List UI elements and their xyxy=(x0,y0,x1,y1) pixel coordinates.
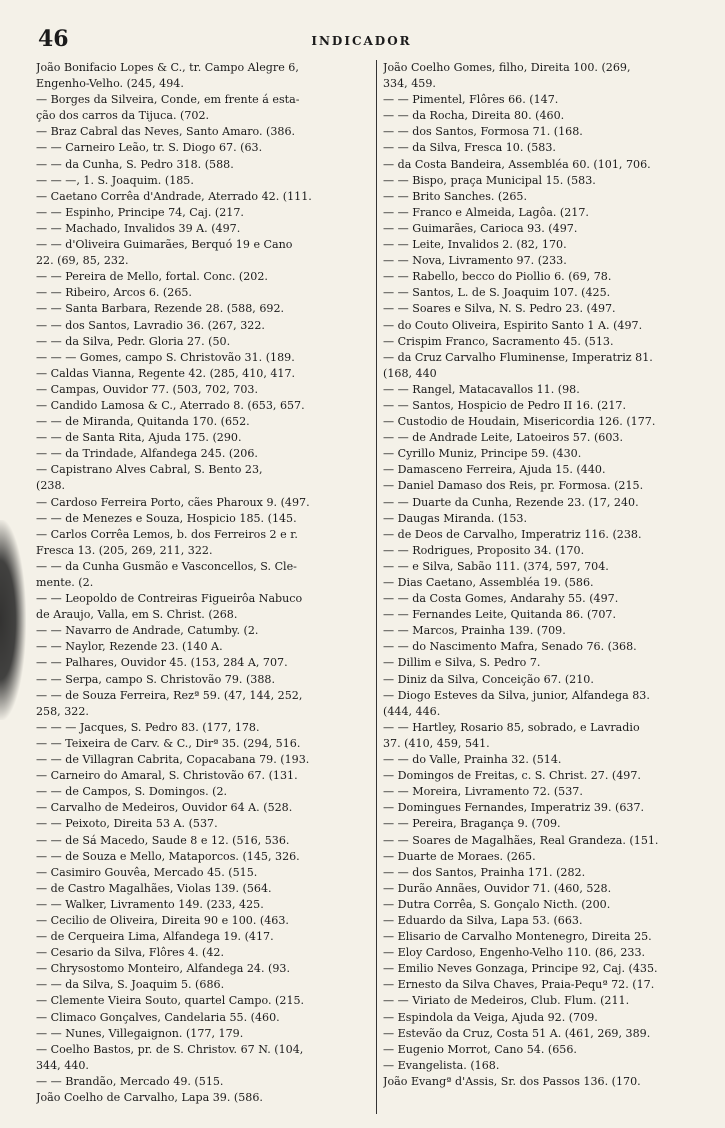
directory-entry: — — Hartley, Rosario 85, sobrado, e Lavradio xyxy=(383,720,640,734)
directory-entry: — Clemente Vieira Souto, quartel Campo. (215. xyxy=(36,994,305,1008)
directory-entry: — — Guimarães, Carioca 93. (497. xyxy=(383,221,578,235)
directory-entry: — — — Jacques, S. Pedro 83. (177, 178. xyxy=(36,720,260,734)
directory-entry: mente. (2. xyxy=(36,576,94,589)
directory-entry: — — Teixeira de Carv. & C., Dirª 35. (294, 516. xyxy=(36,736,301,750)
directory-entry: João Bonifacio Lopes & C., tr. Campo Alegre 6, xyxy=(36,61,299,74)
directory-entry: — Evangelista. (168. xyxy=(383,1058,500,1072)
directory-entry: — — Rangel, Matacavallos 11. (98. xyxy=(383,382,580,396)
directory-entry: — Espindola da Veiga, Ajuda 92. (709. xyxy=(383,1010,598,1024)
directory-entry: — — Franco e Almeida, Lagôa. (217. xyxy=(383,205,589,219)
directory-entry: — — Viriato de Medeiros, Club. Flum. (211. xyxy=(383,994,630,1008)
directory-entry: 344, 440. xyxy=(36,1058,89,1072)
directory-entry: — Domingues Fernandes, Imperatriz 39. (637. xyxy=(383,801,645,815)
directory-entry: 258, 322. xyxy=(36,704,89,718)
directory-entry: — Estevão da Cruz, Costa 51 A. (461, 269, 389. xyxy=(383,1026,651,1040)
directory-entry: — Durão Annães, Ouvidor 71. (460, 528. xyxy=(383,881,612,895)
directory-entry: — Emilio Neves Gonzaga, Principe 92, Caj. (435. xyxy=(383,962,658,976)
directory-entry: — — dos Santos, Formosa 71. (168. xyxy=(383,125,583,139)
directory-entry: — — Brandão, Mercado 49. (515. xyxy=(36,1074,224,1088)
directory-entry: — — Pereira de Mello, fortal. Conc. (202. xyxy=(36,270,268,284)
directory-entry: — — da Rocha, Direita 80. (460. xyxy=(383,109,565,123)
directory-entry: — — Nunes, Villegaignon. (177, 179. xyxy=(36,1026,244,1040)
directory-entry: — Casimiro Gouvêa, Mercado 45. (515. xyxy=(36,865,258,879)
directory-entry: — — Soares e Silva, N. S. Pedro 23. (497. xyxy=(383,302,616,316)
directory-entry: — — Serpa, campo S. Christovão 79. (388. xyxy=(36,672,275,686)
directory-entry: — — Brito Sanches. (265. xyxy=(383,189,527,203)
directory-entry: — — Pimentel, Flôres 66. (147. xyxy=(383,93,559,107)
directory-entry: — — Ribeiro, Arcos 6. (265. xyxy=(36,286,192,300)
directory-entry: — Eloy Cardoso, Engenho-Velho 110. (86, 233. xyxy=(383,946,646,960)
directory-entry: — — de Sá Macedo, Saude 8 e 12. (516, 536. xyxy=(36,833,290,847)
directory-entry: — — de Villagran Cabrita, Copacabana 79. (193. xyxy=(36,753,310,767)
directory-entry: (168, 440 xyxy=(383,366,437,380)
directory-entry: — — dos Santos, Lavradio 36. (267, 322. xyxy=(36,318,265,332)
directory-entry: — — da Silva, Fresca 10. (583. xyxy=(383,141,556,155)
directory-entry: — — Bispo, praça Municipal 15. (583. xyxy=(383,173,596,187)
directory-entry: — — de Menezes e Souza, Hospicio 185. (145. xyxy=(36,511,297,525)
directory-entry: — — Leopoldo de Contreiras Figueirôa Nabuco xyxy=(36,592,303,606)
directory-entry: — Borges da Silveira, Conde, em frente á esta- xyxy=(36,93,300,107)
directory-entry: — — de Souza Ferreira, Rezª 59. (47, 144, 252, xyxy=(36,688,303,702)
directory-entry: — do Couto Oliveira, Espirito Santo 1 A. (497. xyxy=(383,318,643,332)
directory-entry: — — Machado, Invalidos 39 A. (497. xyxy=(36,221,241,235)
directory-entry: — Braz Cabral das Neves, Santo Amaro. (386. xyxy=(36,125,296,139)
directory-entry: — — Naylor, Rezende 23. (140 A. xyxy=(36,640,223,654)
directory-entry: — — Carneiro Leão, tr. S. Diogo 67. (63. xyxy=(36,141,263,155)
directory-entry: — Daniel Damaso dos Reis, pr. Formosa. (215. xyxy=(383,479,644,493)
directory-entry: Fresca 13. (205, 269, 211, 322. xyxy=(36,543,213,557)
directory-entry: — — de Souza e Mello, Mataporcos. (145, 326. xyxy=(36,849,300,863)
directory-entry: — Elisario de Carvalho Montenegro, Direita 25. xyxy=(383,930,652,944)
directory-entry: — Dias Caetano, Assembléa 19. (586. xyxy=(383,576,594,589)
directory-entry: — Cecilio de Oliveira, Direita 90 e 100. (463. xyxy=(36,913,289,927)
directory-entry: — Duarte de Moraes. (265. xyxy=(383,849,536,863)
directory-entry: — Eduardo da Silva, Lapa 53. (663. xyxy=(383,913,583,927)
directory-entry: — — Marcos, Prainha 139. (709. xyxy=(383,624,566,638)
directory-entry: — — — Gomes, campo S. Christovão 31. (189. xyxy=(36,350,295,364)
directory-entry: — Cardoso Ferreira Porto, cães Pharoux 9. (497. xyxy=(36,495,310,509)
directory-entry: — — d'Oliveira Guimarães, Berquó 19 e Cano xyxy=(36,238,293,252)
directory-entry: Engenho-Velho. (245, 494. xyxy=(36,77,184,91)
directory-entry: — — da Cunha, S. Pedro 318. (588. xyxy=(36,157,234,171)
page-header xyxy=(38,26,685,52)
binding-ink-bleed xyxy=(0,520,26,720)
directory-entry: — Climaco Gonçalves, Candelaria 55. (460. xyxy=(36,1010,280,1024)
page-title: INDICADOR xyxy=(311,34,412,48)
directory-entry: — Carlos Corrêa Lemos, b. dos Ferreiros 2 e r. xyxy=(36,527,298,541)
directory-entry: — Ernesto da Silva Chaves, Praia-Pequª 72. (17. xyxy=(383,978,655,992)
directory-entry: — — da Costa Gomes, Andarahy 55. (497. xyxy=(383,592,619,606)
directory-entry: — — de Campos, S. Domingos. (2. xyxy=(36,785,228,799)
directory-entry: — — da Trindade, Alfandega 245. (206. xyxy=(36,447,258,461)
directory-entry: — — do Nascimento Mafra, Senado 76. (368. xyxy=(383,640,637,654)
page-number: 46 xyxy=(38,26,69,52)
directory-entry: — — Peixoto, Direita 53 A. (537. xyxy=(36,817,218,831)
directory-entry: — — do Valle, Prainha 32. (514. xyxy=(383,753,562,767)
directory-entry: — — Nova, Livramento 97. (233. xyxy=(383,254,567,268)
right-column xyxy=(376,60,711,1114)
directory-entry: — Caldas Vianna, Regente 42. (285, 410, 417. xyxy=(36,366,296,380)
directory-entry: — Candido Lamosa & C., Aterrado 8. (653, 657. xyxy=(36,398,305,412)
directory-entry: — Daugas Miranda. (153. xyxy=(383,511,527,525)
directory-entry: 22. (69, 85, 232. xyxy=(36,254,129,268)
directory-entry: — Capistrano Alves Cabral, S. Bento 23, xyxy=(36,463,263,477)
directory-entry: — — Rabello, becco do Piollio 6. (69, 78. xyxy=(383,270,612,284)
directory-entry: — Cesario da Silva, Flôres 4. (42. xyxy=(36,946,225,960)
directory-entry: — Dutra Corrêa, S. Gonçalo Nicth. (200. xyxy=(383,897,611,911)
directory-entry: — — de Miranda, Quitanda 170. (652. xyxy=(36,415,250,429)
directory-entry: — Cyrillo Muniz, Principe 59. (430. xyxy=(383,447,582,461)
directory-entry: (444, 446. xyxy=(383,704,441,718)
directory-entry: — Custodio de Houdain, Misericordia 126. (177. xyxy=(383,415,656,429)
directory-entry: — — Soares de Magalhães, Real Grandeza. (151. xyxy=(383,833,659,847)
directory-entry: — — Rodrigues, Proposito 34. (170. xyxy=(383,543,585,557)
directory-entry: (238. xyxy=(36,479,66,493)
directory-entry: — de Deos de Carvalho, Imperatriz 116. (238. xyxy=(383,527,642,541)
directory-entry: — Caetano Corrêa d'Andrade, Aterrado 42. (111. xyxy=(36,189,312,203)
directory-columns xyxy=(36,60,711,1114)
directory-entry: — Dillim e Silva, S. Pedro 7. xyxy=(383,656,541,670)
directory-entry: — — Duarte da Cunha, Rezende 23. (17, 240. xyxy=(383,495,639,509)
directory-entry: — — Palhares, Ouvidor 45. (153, 284 A, 707. xyxy=(36,656,288,670)
directory-entry: ção dos carros da Tijuca. (702. xyxy=(36,109,210,123)
directory-entry: — de Cerqueira Lima, Alfandega 19. (417. xyxy=(36,930,274,944)
directory-entry: — — e Silva, Sabão 111. (374, 597, 704. xyxy=(383,559,609,573)
left-column xyxy=(36,60,376,1114)
directory-entry: — de Castro Magalhães, Violas 139. (564. xyxy=(36,881,272,895)
directory-entry: de Araujo, Valla, em S. Christ. (268. xyxy=(36,608,238,622)
directory-entry: — Crispim Franco, Sacramento 45. (513. xyxy=(383,334,614,348)
directory-entry: — — dos Santos, Prainha 171. (282. xyxy=(383,865,586,879)
directory-entry: — Carvalho de Medeiros, Ouvidor 64 A. (528. xyxy=(36,801,293,815)
directory-entry: — — da Silva, S. Joaquim 5. (686. xyxy=(36,978,225,992)
directory-entry: 37. (410, 459, 541. xyxy=(383,736,490,750)
directory-entry: — da Costa Bandeira, Assembléa 60. (101, 706. xyxy=(383,157,651,171)
directory-entry: — — Pereira, Bragança 9. (709. xyxy=(383,817,561,831)
directory-entry: — — Walker, Livramento 149. (233, 425. xyxy=(36,897,264,911)
directory-entry: — — da Silva, Pedr. Gloria 27. (50. xyxy=(36,334,231,348)
directory-entry: 334, 459. xyxy=(383,77,436,91)
directory-entry: — Diogo Esteves da Silva, junior, Alfandega 83. xyxy=(383,688,650,702)
directory-entry: — Damasceno Ferreira, Ajuda 15. (440. xyxy=(383,463,606,477)
directory-entry: — Carneiro do Amaral, S. Christovão 67. (131. xyxy=(36,769,298,783)
directory-entry: — — da Cunha Gusmão e Vasconcellos, S. Cle- xyxy=(36,559,297,573)
directory-entry: — da Cruz Carvalho Fluminense, Imperatriz 81. xyxy=(383,350,653,364)
directory-entry: João Coelho de Carvalho, Lapa 39. (586. xyxy=(36,1091,263,1104)
directory-entry: — — Fernandes Leite, Quitanda 86. (707. xyxy=(383,608,616,622)
directory-entry: — Diniz da Silva, Conceição 67. (210. xyxy=(383,672,594,686)
directory-entry: — — Santos, Hospicio de Pedro II 16. (217. xyxy=(383,398,626,412)
directory-entry: — — Leite, Invalidos 2. (82, 170. xyxy=(383,238,567,252)
directory-entry: João Evangª d'Assis, Sr. dos Passos 136. (170. xyxy=(383,1074,641,1088)
directory-entry: — Chrysostomo Monteiro, Alfandega 24. (93. xyxy=(36,962,291,976)
directory-entry: — — Espinho, Principe 74, Caj. (217. xyxy=(36,205,244,219)
directory-entry: — — Navarro de Andrade, Catumby. (2. xyxy=(36,624,259,638)
directory-entry: — — Santa Barbara, Rezende 28. (588, 692. xyxy=(36,302,285,316)
directory-entry: — Eugenio Morrot, Cano 54. (656. xyxy=(383,1042,577,1056)
directory-entry: — — de Andrade Leite, Latoeiros 57. (603. xyxy=(383,431,623,445)
directory-entry: João Coelho Gomes, filho, Direita 100. (269, xyxy=(383,61,631,74)
directory-entry: — — de Santa Rita, Ajuda 175. (290. xyxy=(36,431,242,445)
directory-entry: — — Moreira, Livramento 72. (537. xyxy=(383,785,583,799)
directory-entry: — Domingos de Freitas, c. S. Christ. 27. (497. xyxy=(383,769,641,783)
directory-entry: — Campas, Ouvidor 77. (503, 702, 703. xyxy=(36,382,259,396)
directory-entry: — — —, 1. S. Joaquim. (185. xyxy=(36,173,194,187)
directory-entry: — Coelho Bastos, pr. de S. Christov. 67 N. (104, xyxy=(36,1042,304,1056)
directory-entry: — — Santos, L. de S. Joaquim 107. (425. xyxy=(383,286,611,300)
